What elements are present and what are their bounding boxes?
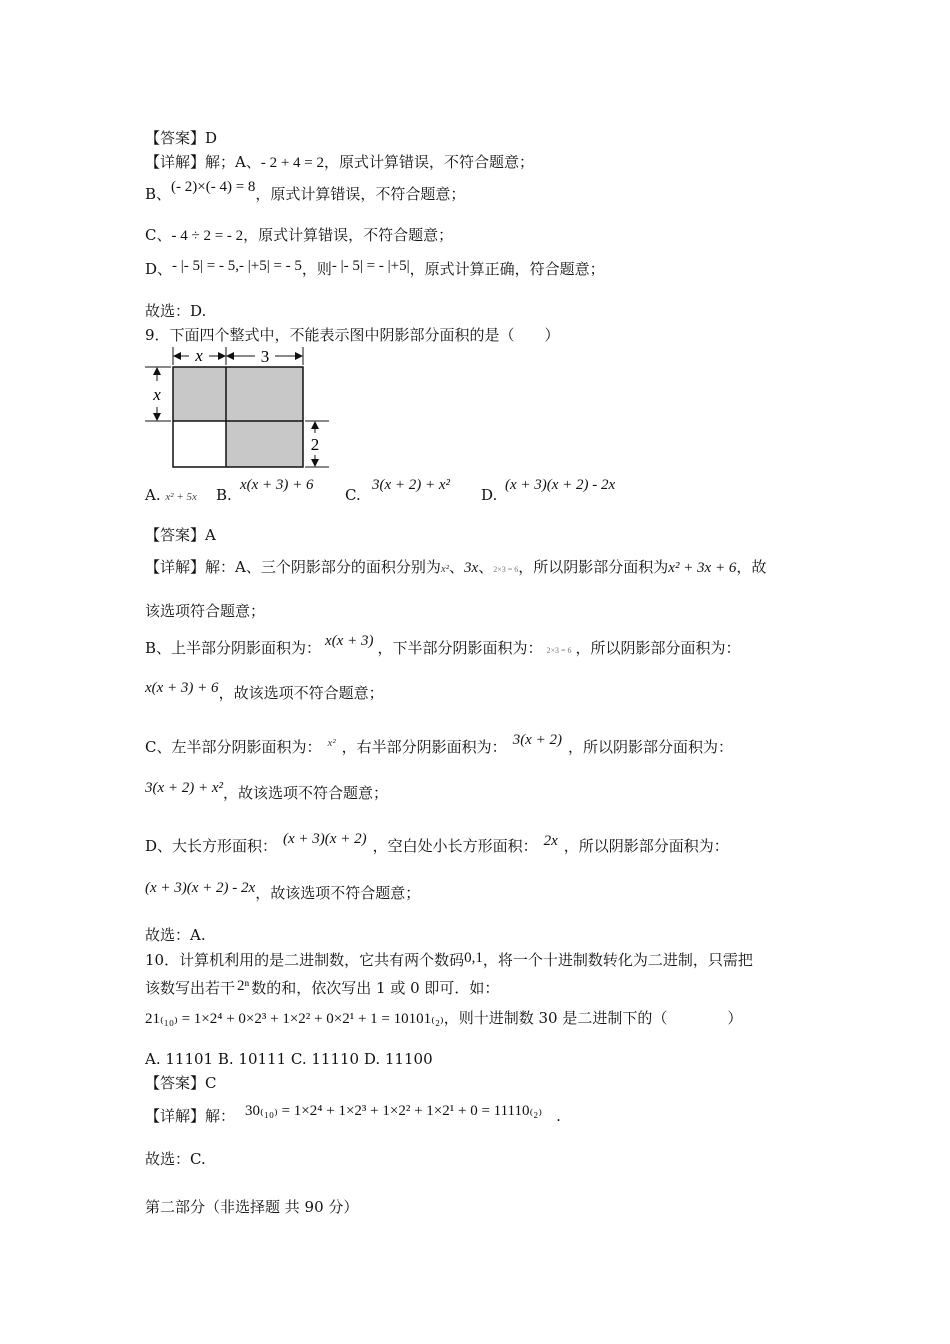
detail-a-3x: 3x (464, 560, 479, 576)
shaded-top-left (173, 367, 226, 421)
q9-detail-a2: 该选项符合题意； (145, 602, 266, 620)
q8-a-expr: - 2 + 4 = 2 (260, 155, 325, 171)
q8-b-tail: ，原式计算错误，不符合题意； (255, 185, 466, 203)
detail-a-mid: ，所以阴影部分面积为 (518, 558, 669, 576)
q8-d-expr2: - |- 5| = - |+5| (331, 258, 410, 274)
q10-stem2-a: 该数写出若干 (145, 979, 236, 997)
q9-detail-b2 (145, 680, 384, 704)
detail-d-expr1: (x + 3)(x + 2) (283, 831, 367, 847)
q8-answer: 【答案】D (145, 129, 218, 147)
q8-d-expr1: - |- 5| = - 5,- |+5| = - 5 (172, 258, 302, 274)
q10-stem1-b: ，将一个十进制数转化为二进制，只需把 (482, 951, 753, 969)
label-top-x: x (195, 346, 203, 365)
detail-a-tail: ，故 (736, 558, 767, 576)
detail-c-text: C、左半部分阴影面积为： (145, 738, 322, 756)
detail-a-text: 【详解】解：A、三个阴影部分的面积分别为 (145, 558, 441, 576)
detail-a-sum: x² + 3x + 6 (668, 560, 737, 576)
detail-b-expr2: 2×3 = 6 (546, 646, 572, 655)
label-top-3: 3 (260, 347, 270, 366)
q9-option-d: (x + 3)(x + 2) - 2x (505, 477, 616, 493)
label-left-x: x (153, 385, 161, 404)
opt-a-expr: x² + 5x (165, 491, 197, 503)
q10-stem2-b: 数的和，依次写出 1 或 0 即可．如： (251, 979, 500, 997)
q8-d-label: D、 (145, 260, 173, 278)
q9-option-b: x(x + 3) + 6 (240, 477, 314, 493)
shaded-bottom-right (226, 421, 303, 467)
detail-a-sep2: 、 (478, 558, 494, 576)
detail-c-mid: ，右半部分阴影面积为： (341, 738, 507, 756)
q10-detail-label: 【详解】解： (145, 1107, 236, 1125)
detail-b-expr1: x(x + 3) (325, 633, 374, 649)
q9-option-c-label: C. (345, 486, 361, 504)
detail-c-sum: 3(x + 2) + x² (145, 780, 224, 796)
q10-digits: 0,1 (464, 950, 483, 966)
part2-heading: 第二部分（非选择题 共 90 分） (145, 1198, 359, 1216)
detail-a-sep1: 、 (449, 558, 465, 576)
detail-c-expr2: 3(x + 2) (512, 732, 562, 748)
detail-d-mid: ，空白处小长方形面积： (372, 837, 538, 855)
q10-pow: 2ⁿ (237, 978, 250, 994)
q8-d-mid: ，则 (301, 260, 332, 278)
detail-c-tail: ，所以阴影部分面积为： (567, 738, 733, 756)
detail-b-tail: ，所以阴影部分面积为： (575, 639, 741, 657)
q9-detail-a (145, 557, 766, 580)
q10-stem-1 (145, 950, 753, 971)
q8-c-expr: - 4 ÷ 2 = - 2 (171, 228, 244, 244)
q9-answer: 【答案】A (145, 526, 216, 544)
q8-detail-a (145, 152, 534, 173)
q8-c-tail: ，原式计算错误，不符合题意； (243, 226, 454, 244)
detail-d-sum: (x + 3)(x + 2) - 2x (145, 880, 256, 896)
detail-a-6: 2×3 = 6 (493, 565, 519, 574)
q9-option-d-label: D. (481, 486, 498, 504)
detail-a-x2: x² (440, 563, 450, 575)
detail-b-sum: x(x + 3) + 6 (145, 680, 219, 696)
q8-detail-d (145, 259, 605, 280)
q10-stem-2 (145, 978, 499, 999)
q8-b-expr: (- 2)×(- 4) = 8 (171, 179, 256, 195)
detail-d-tail: ，所以阴影部分面积为： (563, 837, 729, 855)
detail-c-expr1: x² (327, 737, 336, 749)
detail-c-end: ，故该选项不符合题意； (223, 784, 389, 802)
q9-detail-c2 (145, 780, 389, 804)
detail-b-mid: ，下半部分阴影面积为： (377, 639, 543, 657)
q9-detail-c (145, 732, 733, 759)
detail-d-expr2: 2x (543, 833, 558, 849)
detail-b-end: ，故该选项不符合题意； (218, 684, 384, 702)
q8-detail-c (145, 225, 453, 246)
shaded-top-right (226, 367, 303, 421)
q10-detail (145, 1103, 561, 1127)
q9-choice: 故选：A. (145, 926, 206, 944)
q10-stem-3 (145, 1008, 742, 1029)
q8-detail-b (145, 179, 466, 205)
q10-stem1-a: 10．计算机利用的是二进制数，它共有两个数码 (145, 951, 465, 969)
detail-d-end: ，故该选项不符合题意； (255, 884, 421, 902)
q8-detail-prefix: 【详解】解；A、 (145, 153, 261, 171)
q9-figure (145, 345, 335, 471)
q9-stem: 9．下面四个整式中，不能表示图中阴影部分面积的是（ ） (145, 326, 560, 344)
q10-detail-expr: 30₍₁₀₎ = 1×2⁴ + 1×2³ + 1×2² + 1×2¹ + 0 = 11110₍₂₎ (245, 1103, 543, 1119)
q9-option-a (145, 486, 197, 504)
q9-detail-d (145, 831, 729, 857)
q10-stem3-tail: ，则十进制数 30 是二进制下的（ ） (443, 1009, 743, 1027)
label-right-2: 2 (310, 435, 320, 454)
q10-example: 21₍₁₀₎ = 1×2⁴ + 0×2³ + 1×2² + 0×2¹ + 1 = 10101₍₂₎ (145, 1011, 444, 1027)
q10-answer: 【答案】C (145, 1074, 217, 1092)
detail-d-text: D、大长方形面积： (145, 837, 278, 855)
detail-b-text: B、上半部分阴影面积为： (145, 639, 322, 657)
q8-b-label: B、 (145, 185, 172, 203)
q8-d-tail: ，原式计算正确，符合题意； (409, 260, 605, 278)
q9-detail-d2 (145, 880, 421, 904)
q9-option-c: 3(x + 2) + x² (372, 477, 451, 493)
q10-detail-end: . (556, 1107, 561, 1125)
q10-choice: 故选：C. (145, 1150, 206, 1168)
q9-detail-b (145, 633, 741, 661)
q9-option-b-label: B. (216, 486, 232, 504)
q8-c-label: C、 (145, 226, 172, 244)
opt-a-label: A. (145, 486, 161, 504)
q10-options: A. 11101 B. 10111 C. 11110 D. 11100 (145, 1050, 433, 1068)
q8-a-tail: ，原式计算错误，不符合题意； (324, 153, 535, 171)
q8-choice: 故选：D. (145, 302, 207, 320)
